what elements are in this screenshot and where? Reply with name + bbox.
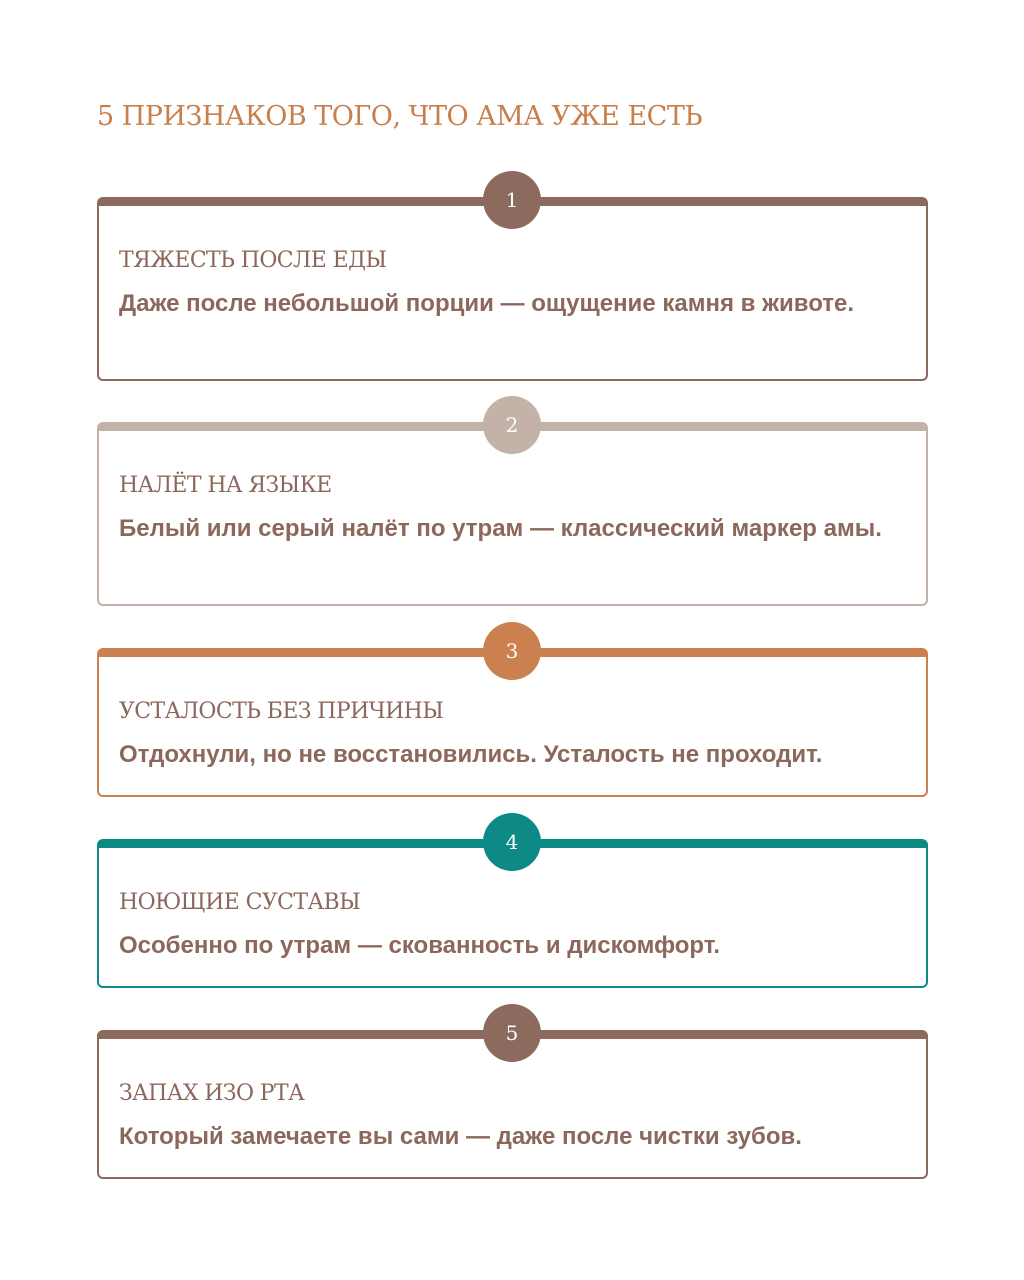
sign-description: Отдохнули, но не восстановились. Усталость не проходит.	[119, 741, 823, 768]
number-badge: 3	[483, 622, 541, 680]
sign-title: НОЮЩИЕ СУСТАВЫ	[119, 890, 361, 915]
number-badge: 4	[483, 813, 541, 871]
sign-card-5	[97, 1021, 928, 1179]
sign-card-4	[97, 830, 928, 988]
number-badge: 5	[483, 1004, 541, 1062]
sign-title: УСТАЛОСТЬ БЕЗ ПРИЧИНЫ	[119, 699, 444, 724]
sign-description: Особенно по утрам — скованность и дискомфорт.	[119, 932, 721, 959]
page-title: 5 ПРИЗНАКОВ ТОГО, ЧТО АМА УЖЕ ЕСТЬ	[97, 101, 703, 132]
sign-description: Который замечаете вы сами — даже после чистки зубов.	[119, 1123, 802, 1150]
sign-description: Белый или серый налёт по утрам — классический маркер амы.	[119, 515, 882, 542]
sign-title: НАЛЁТ НА ЯЗЫКЕ	[119, 473, 332, 498]
sign-title: ЗАПАХ ИЗО РТА	[119, 1081, 305, 1106]
sign-title: ТЯЖЕСТЬ ПОСЛЕ ЕДЫ	[119, 248, 387, 273]
sign-card-1	[97, 188, 928, 381]
sign-card-2	[97, 413, 928, 606]
sign-card-3	[97, 639, 928, 797]
sign-description: Даже после небольшой порции — ощущение камня в животе.	[119, 290, 855, 317]
number-badge: 2	[483, 396, 541, 454]
number-badge: 1	[483, 171, 541, 229]
